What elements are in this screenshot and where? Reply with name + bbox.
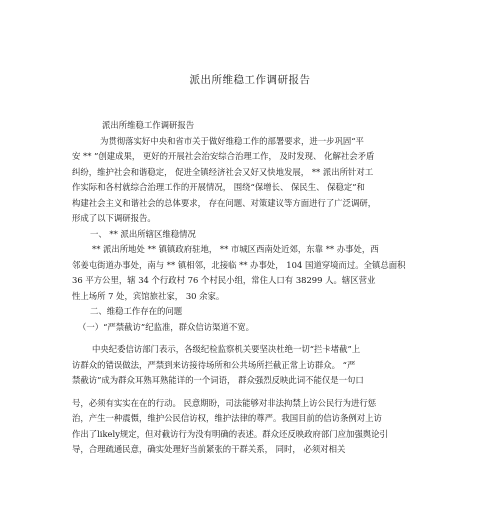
paragraph-gap <box>72 389 432 396</box>
body-line: 作出了likely规定，但对截访行为没有明确的表述。群众还反映政府部门应加强舆论引 <box>72 428 388 439</box>
body-line: 访群众的错误做法，严禁到来访接待场所和公共场所拦截正常上访群众。 “严 <box>72 359 356 370</box>
body-line: 号，必须有实实在在的行动。 民意期盼，司法能够对非法拘禁上访公民行为进行惩 <box>72 397 377 408</box>
body-line: （一）“严禁截访”纪监准，群众信访渠道不宽。 <box>78 321 255 332</box>
body-line: 纠纷，维护社会和谐稳定， 促进全镇经济社会又好又快地发展， ** 派出所针对工 <box>72 166 374 177</box>
body-line: 一、 ** 派出所辖区维稳情况 <box>90 228 196 239</box>
body-line: 治，产生一种震慑，维护公民信访权，维护法律的尊严。我国目前的信访条例对上访 <box>72 413 382 423</box>
body-line: 36 平方公里，辖 34 个行政村 76 个村民小组，常住人口有 38299 人。辖区营业 <box>72 275 376 285</box>
body-line: 二、维稳工作存在的问题 <box>90 306 183 316</box>
document-body <box>72 118 432 458</box>
document-title: 派出所维稳工作调研报告 <box>189 74 311 86</box>
body-line: 为贯彻落实好中央和省市关于做好维稳工作的部署要求，进一步巩固“平 <box>100 135 364 146</box>
body-line: 派出所维稳工作调研报告 <box>102 120 195 130</box>
body-line: 导，合理疏通民意，确实处理好当前紧张的干群关系， 同时， 必须对相关 <box>72 444 346 454</box>
body-line: 禁截访”成为群众耳熟耳熟能详的一个词语， 群众强烈反映此词不能仅是一句口 <box>72 375 364 385</box>
body-line: 中央纪委信访部门表示，各级纪检监察机关要坚决杜绝一切“拦卡堵截”上 <box>92 344 361 354</box>
body-line: 邻姜屯街道办事处，南与 ** 镇相邻，北接临 ** 办事处， 104 国道穿境而过。全镇总面积 <box>72 259 406 270</box>
body-line: ** 派出所地处 ** 镇镇政府驻地， ** 市城区西南处近郊，东靠 ** 办事处，西 <box>92 244 379 254</box>
body-line: 形成了以下调研报告。 <box>72 213 156 223</box>
paragraph-gap <box>72 335 432 342</box>
body-line: 安 ** ”创建成果， 更好的开展社会治安综合治理工作， 及时发现、 化解社会矛盾 <box>72 151 375 161</box>
body-line: 构建社会主义和谐社会的总体要求， 存在问题、对策建议等方面进行了广泛调研， <box>72 197 377 208</box>
body-line: 作实际和各村就综合治理工作的开展情况， 围绕“保增长、 保民生、 保稳定”和 <box>72 182 365 192</box>
body-line: 性上场所 7 处，宾馆旅社家， 30 余家。 <box>72 290 225 301</box>
